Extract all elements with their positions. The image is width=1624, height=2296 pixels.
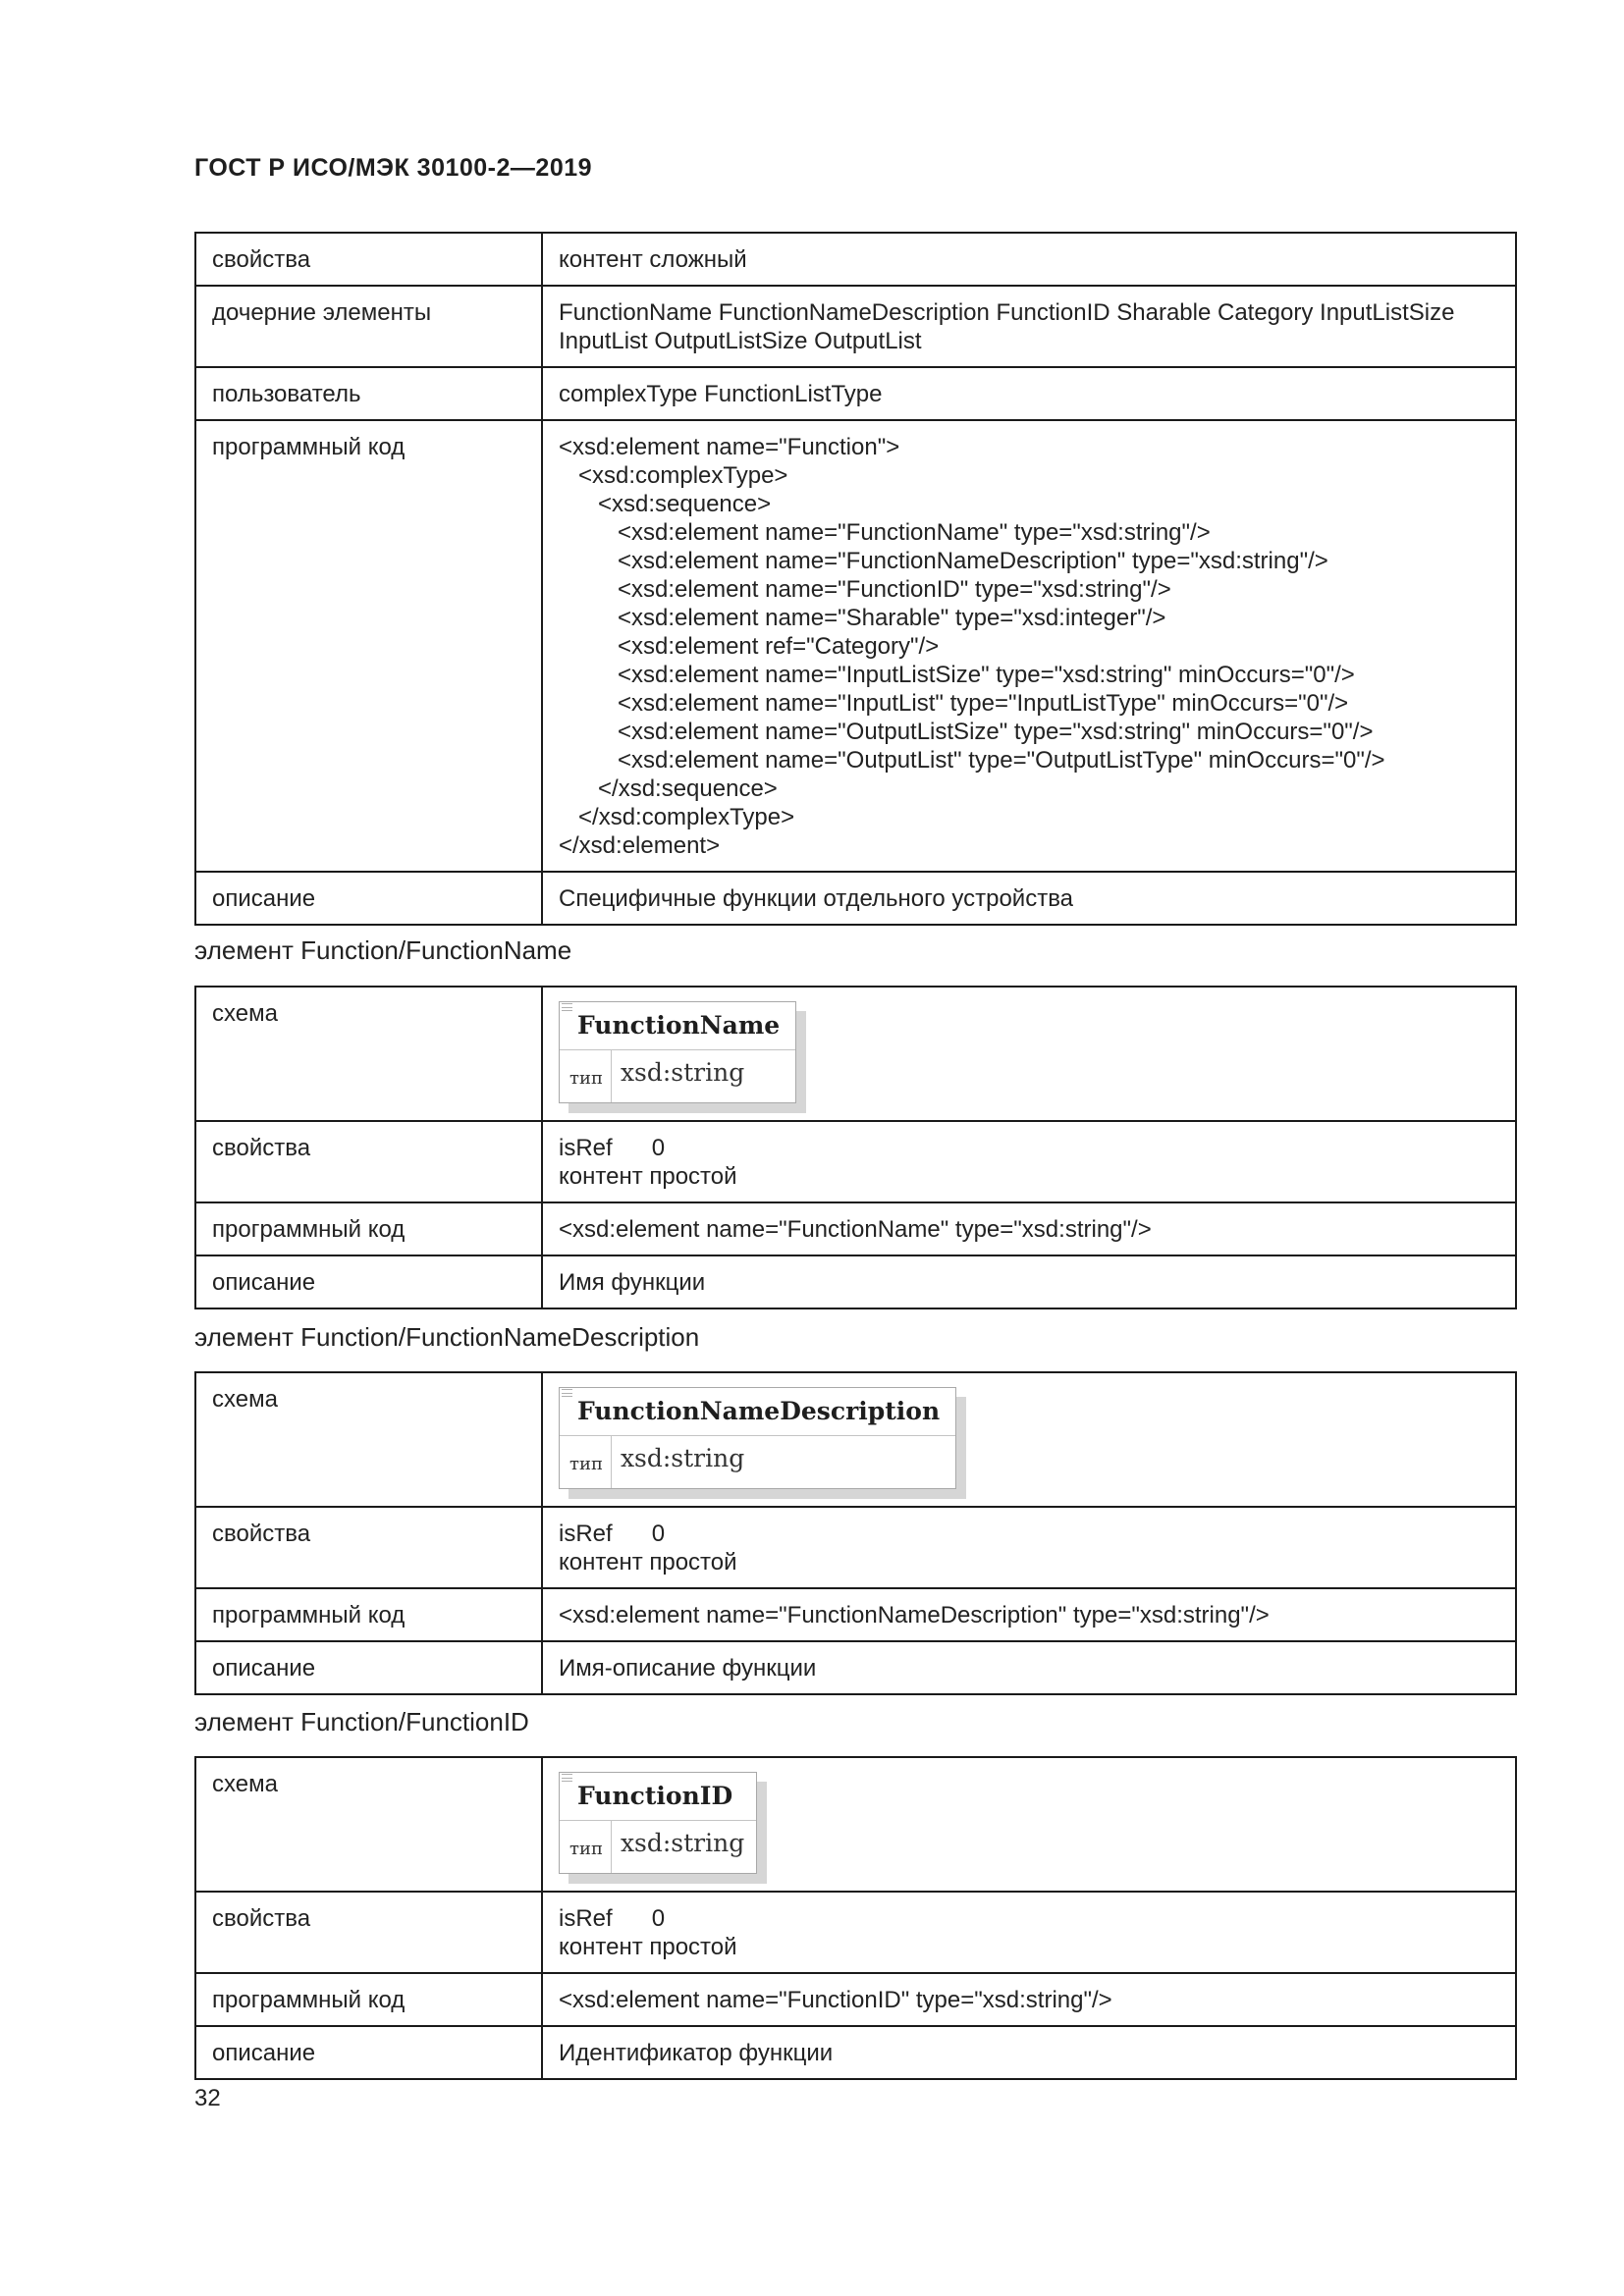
section-title: элемент Function/FunctionNameDescription [194, 1322, 700, 1352]
table-row [195, 1973, 1516, 2026]
code-line: </xsd:sequence> [559, 775, 778, 802]
table-row [195, 1588, 1516, 1641]
schema-label: схема [195, 987, 542, 1121]
function-id-table [194, 1756, 1517, 2080]
properties-label: свойства [195, 1121, 542, 1202]
code-label: программный код [195, 1973, 542, 2026]
table-row [195, 872, 1516, 925]
table-row [195, 1202, 1516, 1255]
table-row [195, 1757, 1516, 1892]
properties-label: свойства [195, 1892, 542, 1973]
description-label: описание [195, 1641, 542, 1694]
isref-value: 0 [651, 1135, 666, 1161]
schema-diagram [559, 1001, 796, 1103]
schema-diagram [559, 1772, 757, 1874]
code-line: <xsd:element name="InputList" type="InputListType" minOccurs="0"/> [559, 690, 1349, 717]
function-name-table [194, 986, 1517, 1309]
function-name-description-table [194, 1371, 1517, 1695]
code-label: программный код [195, 1202, 542, 1255]
isref-line [559, 1520, 1501, 1548]
children-line: InputList OutputListSize OutputList [559, 328, 922, 354]
code-value: <xsd:element name="FunctionName" type="xsd:string"/> [542, 1202, 1516, 1255]
schema-element-box [559, 1001, 796, 1103]
children-line: FunctionName FunctionNameDescription FunctionID Sharable Category InputListSize [559, 299, 1455, 326]
properties-value [542, 1507, 1516, 1588]
description-label: описание [195, 1255, 542, 1308]
section-title: элемент Function/FunctionID [194, 1707, 529, 1736]
function-element-table [194, 232, 1517, 926]
table-row [195, 1372, 1516, 1507]
properties-label: свойства [195, 1507, 542, 1588]
isref-line [559, 1904, 1501, 1933]
code-line: <xsd:element name="FunctionName" type="xsd:string"/> [559, 519, 1211, 546]
properties-value: контент сложный [542, 233, 1516, 286]
section-title: элемент Function/FunctionName [194, 935, 572, 965]
code-line: <xsd:element name="InputListSize" type="xsd:string" minOccurs="0"/> [559, 662, 1355, 688]
code-line: </xsd:element> [559, 832, 721, 859]
description-label: описание [195, 2026, 542, 2079]
schema-element-name: FunctionID [560, 1773, 756, 1821]
schema-doc-icon [562, 1003, 572, 1014]
code-line: <xsd:element name="FunctionNameDescription" type="xsd:string"/> [559, 548, 1328, 574]
schema-type-value: xsd:string [620, 1058, 745, 1087]
user-value: complexType FunctionListType [542, 367, 1516, 420]
schema-element-box [559, 1387, 956, 1489]
schema-value [542, 987, 1516, 1121]
schema-type-value: xsd:string [620, 1444, 745, 1472]
code-line: <xsd:complexType> [559, 462, 788, 489]
schema-label: схема [195, 1757, 542, 1892]
description-label: описание [195, 872, 542, 925]
isref-label: isRef [559, 1521, 613, 1547]
properties-label: свойства [195, 233, 542, 286]
table-row [195, 420, 1516, 872]
table-row [195, 1255, 1516, 1308]
schema-element-box [559, 1772, 757, 1874]
code-label: программный код [195, 1588, 542, 1641]
content-type: контент простой [559, 1163, 737, 1190]
description-value: Имя-описание функции [542, 1641, 1516, 1694]
schema-type-row [560, 1050, 795, 1102]
isref-line [559, 1134, 1501, 1162]
schema-type-value: xsd:string [620, 1829, 745, 1857]
table-row [195, 1507, 1516, 1588]
schema-doc-icon [562, 1774, 572, 1785]
children-label: дочерние элементы [195, 286, 542, 367]
isref-value: 0 [651, 1521, 666, 1547]
table-row [195, 1892, 1516, 1973]
schema-value [542, 1757, 1516, 1892]
schema-type-row [560, 1821, 756, 1873]
content-type: контент простой [559, 1549, 737, 1575]
code-line: <xsd:sequence> [559, 491, 772, 517]
schema-diagram [559, 1387, 956, 1489]
schema-element-name: FunctionNameDescription [560, 1388, 955, 1436]
schema-type-row [560, 1436, 955, 1488]
description-value: Идентификатор функции [542, 2026, 1516, 2079]
code-value: <xsd:element name="FunctionNameDescription" type="xsd:string"/> [542, 1588, 1516, 1641]
code-value: <xsd:element name="FunctionID" type="xsd:string"/> [542, 1973, 1516, 2026]
schema-value [542, 1372, 1516, 1507]
table-row [195, 367, 1516, 420]
description-value: Имя функции [542, 1255, 1516, 1308]
schema-doc-icon [562, 1389, 572, 1400]
schema-type-label: тип [560, 1821, 612, 1873]
document-header: ГОСТ Р ИСО/МЭК 30100-2—2019 [194, 154, 593, 182]
isref-label: isRef [559, 1135, 613, 1161]
content-type: контент простой [559, 1934, 737, 1960]
table-row [195, 987, 1516, 1121]
schema-label: схема [195, 1372, 542, 1507]
code-line: </xsd:complexType> [559, 804, 795, 830]
description-value: Специфичные функции отдельного устройства [542, 872, 1516, 925]
properties-value [542, 1121, 1516, 1202]
code-line: <xsd:element name="OutputListSize" type="xsd:string" minOccurs="0"/> [559, 719, 1374, 745]
table-row [195, 1641, 1516, 1694]
code-line: <xsd:element name="FunctionID" type="xsd:string"/> [559, 576, 1171, 603]
code-line: <xsd:element name="OutputList" type="OutputListType" minOccurs="0"/> [559, 747, 1385, 774]
code-line: <xsd:element ref="Category"/> [559, 633, 940, 660]
children-value [542, 286, 1516, 367]
table-row [195, 1121, 1516, 1202]
properties-value [542, 1892, 1516, 1973]
table-row [195, 2026, 1516, 2079]
schema-element-name: FunctionName [560, 1002, 795, 1050]
code-line: <xsd:element name="Sharable" type="xsd:integer"/> [559, 605, 1166, 631]
schema-type-label: тип [560, 1050, 612, 1102]
page-number: 32 [194, 2085, 221, 2111]
user-label: пользователь [195, 367, 542, 420]
code-value [542, 420, 1516, 872]
schema-type-label: тип [560, 1436, 612, 1488]
isref-label: isRef [559, 1905, 613, 1932]
table-row [195, 286, 1516, 367]
code-line: <xsd:element name="Function"> [559, 434, 900, 460]
isref-value: 0 [651, 1905, 666, 1932]
table-row [195, 233, 1516, 286]
code-label: программный код [195, 420, 542, 872]
